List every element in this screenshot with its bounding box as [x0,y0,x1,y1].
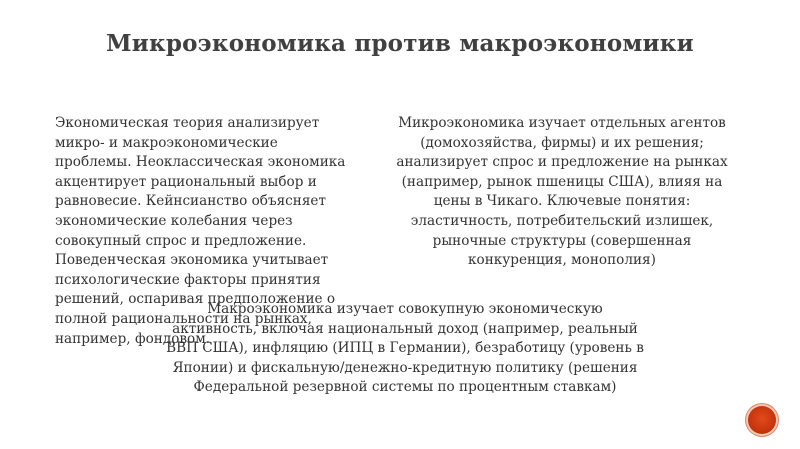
right-text-line: Микроэкономика изучает отдельных агентов [398,115,726,131]
left-text-line: акцентирует рациональный выбор и [55,173,317,190]
left-text-line: экономические колебания через [55,212,293,229]
left-text-line: совокупный спрос и предложение. [55,232,307,249]
right-text-line: цены в Чикаго. Ключевые понятия: [433,193,691,210]
circle-button-icon[interactable] [748,406,776,434]
slide-title: Микроэкономика против макроэкономики [106,30,694,57]
left-text-line: равновесие. Кейнсианство объясняет [55,193,326,210]
right-text-line: (например, рынок пшеницы США), влияя на [401,173,723,190]
left-text-line: психологические факторы принятия [55,271,321,288]
left-text-line: микро- и макроэкономические [55,134,278,151]
left-text-line: Поведенческая экономика учитывает [55,252,329,269]
right-text-line: эластичность, потребительский излишек, [410,212,714,229]
right-text-line: конкуренция, монополия) [468,252,656,269]
left-text-line: полной рациональности на рынках, [55,310,312,327]
left-text-line: решений, оспаривая предположение о [55,291,336,308]
left-text-line: например, фондовом. [55,330,211,347]
left-text-line: Экономическая теория анализирует [55,115,320,131]
bottom-text-line: Японии) и фискальную/денежно-кредитную политику (решения [172,359,638,376]
left-text-line: проблемы. Неоклассическая экономика [55,154,346,171]
bottom-text-line: активность, включая национальный доход (например, реальный [172,320,638,337]
bottom-text-line: Федеральной резервной системы по процентным ставкам) [193,379,617,396]
bottom-text-line: ВВП США), инфляцию (ИПЦ в Германии), безработицу (уровень в [166,340,644,357]
bottom-text-block [150,300,660,398]
right-text-line: рыночные структуры (совершенная [432,232,692,249]
bottom-text-line: Макроэкономика изучает совокупную экономическую [207,301,603,317]
right-text-block [392,114,732,271]
right-text-line: анализирует спрос и предложение на рынках [396,154,728,171]
right-text-line: (домохозяйства, фирмы) и их решения; [420,134,704,151]
